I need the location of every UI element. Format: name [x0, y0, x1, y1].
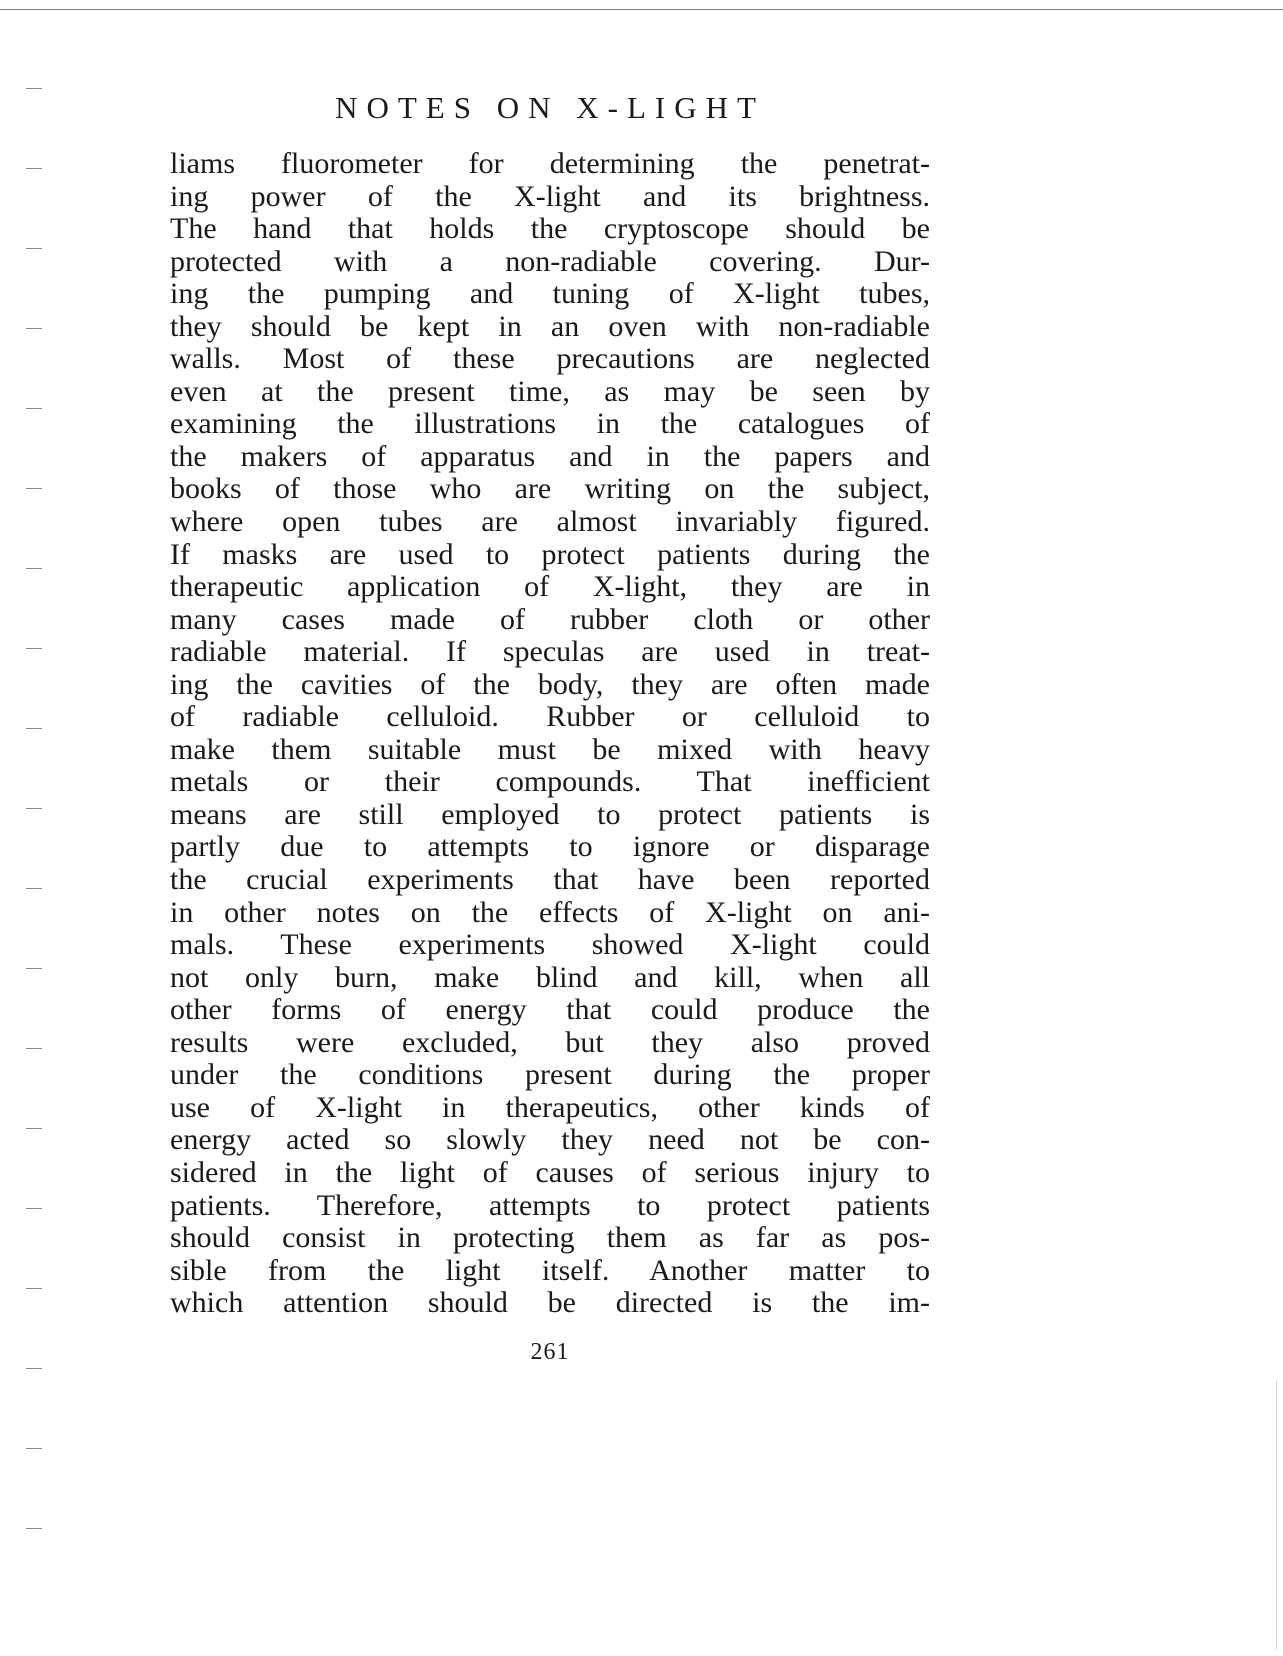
- text-line: other forms of energy that could produce the: [170, 994, 930, 1027]
- margin-tick: [26, 1448, 42, 1449]
- page-number: 261: [530, 1339, 570, 1365]
- text-line: they should be kept in an oven with non-radiable: [170, 310, 930, 343]
- text-line: results were excluded, but they also proved: [170, 1026, 930, 1059]
- margin-tick: [26, 728, 42, 729]
- margin-tick: [26, 328, 42, 329]
- text-line: metals or their compounds. That inefficient: [170, 766, 930, 799]
- text-line: means are still employed to protect patients is: [170, 798, 930, 831]
- text-line: If masks are used to protect patients during the: [170, 538, 930, 571]
- margin-tick: [26, 1208, 42, 1209]
- margin-tick: [26, 568, 42, 569]
- text-line: where open tubes are almost invariably figured.: [170, 506, 930, 539]
- running-head: NOTES ON X-LIGHT: [335, 90, 765, 125]
- text-line: even at the present time, as may be seen by: [170, 375, 930, 408]
- text-line: sible from the light itself. Another matter to: [170, 1254, 930, 1287]
- text-line: examining the illustrations in the catalogues of: [170, 408, 930, 441]
- text-line: the makers of apparatus and in the papers and: [170, 440, 930, 473]
- margin-tick: [26, 1048, 42, 1049]
- text-line: walls. Most of these precautions are neglected: [170, 343, 930, 376]
- text-line: sidered in the light of causes of serious injury to: [170, 1156, 930, 1189]
- margin-tick: [26, 968, 42, 969]
- margin-tick: [26, 808, 42, 809]
- margin-tick: [26, 88, 42, 89]
- text-line: liams fluorometer for determining the penetrat-: [170, 148, 930, 180]
- text-line: energy acted so slowly they need not be con-: [170, 1124, 930, 1157]
- text-line: ing the cavities of the body, they are often made: [170, 668, 930, 701]
- text-line: of radiable celluloid. Rubber or celluloid to: [170, 701, 930, 734]
- text-line: ing power of the X-light and its brightness.: [170, 180, 930, 213]
- margin-tick: [26, 248, 42, 249]
- text-line: ing the pumping and tuning of X-light tubes,: [170, 278, 930, 311]
- margin-tick: [26, 888, 42, 889]
- text-line: mals. These experiments showed X-light could: [170, 929, 930, 962]
- text-line: which attention should be directed is the im-: [170, 1287, 930, 1320]
- text-line: not only burn, make blind and kill, when all: [170, 961, 930, 994]
- margin-tick: [26, 168, 42, 169]
- margin-tick: [26, 1128, 42, 1129]
- margin-tick: [26, 1368, 42, 1369]
- scan-right-edge-shadow: [1276, 1380, 1277, 1650]
- text-line: patients. Therefore, attempts to protect patients: [170, 1189, 930, 1222]
- body-text: [170, 148, 930, 1320]
- text-line: in other notes on the effects of X-light on ani-: [170, 896, 930, 929]
- text-line: should consist in protecting them as far as pos-: [170, 1222, 930, 1255]
- margin-tick: [26, 408, 42, 409]
- margin-tick: [26, 1288, 42, 1289]
- text-line: use of X-light in therapeutics, other kinds of: [170, 1091, 930, 1124]
- text-line: therapeutic application of X-light, they are in: [170, 571, 930, 604]
- text-line: partly due to attempts to ignore or disparage: [170, 831, 930, 864]
- text-line: The hand that holds the cryptoscope should be: [170, 213, 930, 246]
- margin-tick: [26, 1528, 42, 1529]
- margin-tick: [26, 648, 42, 649]
- margin-tick: [26, 488, 42, 489]
- text-line: the crucial experiments that have been reported: [170, 864, 930, 897]
- text-line: under the conditions present during the proper: [170, 1059, 930, 1092]
- text-line: radiable material. If speculas are used in treat-: [170, 636, 930, 669]
- text-line: make them suitable must be mixed with heavy: [170, 733, 930, 766]
- scan-top-edge-rule: [0, 9, 1283, 10]
- text-line: protected with a non-radiable covering. Dur-: [170, 245, 930, 278]
- text-line: many cases made of rubber cloth or other: [170, 603, 930, 636]
- text-line: books of those who are writing on the subject,: [170, 473, 930, 506]
